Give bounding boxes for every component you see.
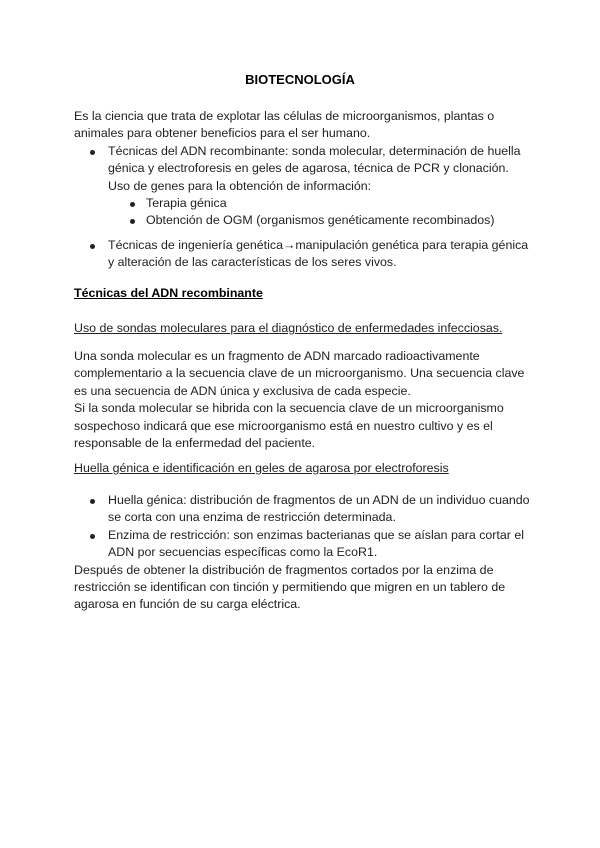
paragraph-line: es una secuencia de ADN única y exclusiva de cada especie. xyxy=(74,383,411,398)
list-item xyxy=(74,492,534,527)
bullet-line: se corta con una enzima de restricción determinada. xyxy=(108,510,396,525)
sub-bullet-list xyxy=(108,195,534,230)
list-item xyxy=(74,527,534,562)
intro-line: Es la ciencia que trata de explotar las células de microorganismos, plantas o xyxy=(74,109,495,123)
section2-subheading-block xyxy=(74,460,534,477)
section-heading-block xyxy=(74,285,534,302)
paragraph-line: responsable de la enfermedad del paciente. xyxy=(74,436,316,451)
paragraph-line: agarosa en función de su carga eléctrica. xyxy=(74,597,301,612)
top-bullet-list xyxy=(74,143,534,230)
section1-paragraph xyxy=(74,348,534,452)
bullet-line: Técnicas del ADN recombinante: sonda molecular, determinación de huella xyxy=(108,143,521,158)
second-bullet-block xyxy=(74,237,534,272)
sub-list-item: Terapia génica xyxy=(108,195,534,212)
bullet-line: y alteración de las características de los seres vivos. xyxy=(108,255,397,270)
paragraph-line: Una sonda molecular es un fragmento de ADN marcado radioactivamente xyxy=(74,349,480,363)
top-bullet-list-2 xyxy=(74,237,534,272)
section-heading: Técnicas del ADN recombinante xyxy=(74,286,263,300)
paragraph-line: sospechoso indicará que ese microorganismo está en nuestro cultivo y es el xyxy=(74,418,493,433)
paragraph-line: complementario a la secuencia clave de un microorganismo. Una secuencia clave xyxy=(74,366,525,381)
bullet-line: génica y electroforesis en geles de agarosa, técnica de PCR y clonación. xyxy=(108,161,509,176)
paragraph-line: Si la sonda molecular se hibrida con la secuencia clave de un microorganismo xyxy=(74,401,504,416)
bullet-line: ADN por secuencias específicas como la EcoR1. xyxy=(108,545,378,560)
section2-bullet-list xyxy=(74,492,534,562)
section2-bullets xyxy=(74,492,534,614)
list-item xyxy=(74,143,534,230)
intro-block xyxy=(74,108,534,230)
section-subheading: Huella génica e identificación en geles de agarosa por electroforesis xyxy=(74,461,449,475)
bullet-line: Huella génica: distribución de fragmentos de un ADN de un individuo cuando xyxy=(108,493,530,507)
page-title: BIOTECNOLOGÍA xyxy=(245,72,355,87)
sub-list-item: Obtención de OGM (organismos genéticamente recombinados) xyxy=(108,212,534,229)
paragraph-line: restricción se identifican con tinción y permitiendo que migren en un tablero de xyxy=(74,580,506,595)
bullet-line: Enzima de restricción: son enzimas bacterianas que se aíslan para cortar el xyxy=(108,527,524,542)
paragraph-line: Después de obtener la distribución de fragmentos cortados por la enzima de xyxy=(74,562,494,577)
section1-subheading-block xyxy=(74,320,534,337)
list-item xyxy=(74,237,534,272)
section2-paragraph xyxy=(74,562,534,614)
intro-paragraph xyxy=(74,108,534,143)
bullet-line: Uso de genes para la obtención de información: xyxy=(108,178,372,193)
section-subheading: Uso de sondas moleculares para el diagnóstico de enfermedades infecciosas. xyxy=(74,321,503,335)
bullet-line: Técnicas de ingeniería genética→manipulación genética para terapia génica xyxy=(108,238,529,252)
intro-line: animales para obtener beneficios para el ser humano. xyxy=(74,126,371,141)
